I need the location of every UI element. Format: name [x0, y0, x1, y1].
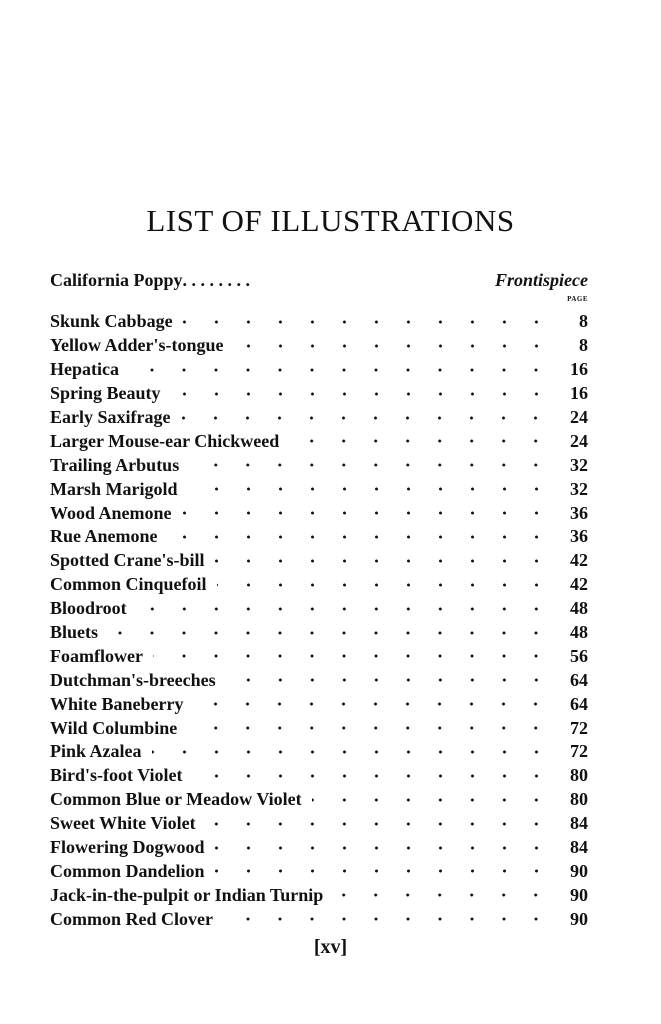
- dot-leader: [168, 535, 553, 539]
- page-column-label: PAGE: [567, 295, 588, 303]
- entry-title: Common Cinquefoil: [50, 574, 207, 595]
- entry-title: Hepatica: [50, 359, 119, 380]
- dot-leader: [206, 822, 552, 826]
- entry-page: 48: [570, 598, 588, 619]
- entry-page: 90: [570, 908, 588, 929]
- entry-title: Common Blue or Meadow Violet: [50, 789, 302, 810]
- entry-title: Common Red Clover: [50, 908, 213, 929]
- list-item: [50, 764, 588, 788]
- entry-title: Marsh Marigold: [50, 478, 178, 499]
- entry-title: Larger Mouse-ear Chickweed: [50, 430, 280, 451]
- entry-page: 24: [570, 430, 588, 451]
- list-item: [50, 549, 588, 573]
- entry-page: 16: [570, 383, 588, 404]
- list-item: [50, 429, 588, 453]
- dot-leader: [129, 368, 552, 372]
- dot-leader: [234, 344, 552, 348]
- dot-leader: [226, 678, 552, 682]
- entry-title: Early Saxifrage: [50, 407, 171, 427]
- entry-page: 56: [570, 645, 588, 666]
- entry-page: 42: [570, 550, 588, 571]
- list-item: [50, 668, 588, 692]
- entry-page: 80: [570, 765, 588, 786]
- frontispiece-entry: [50, 270, 588, 291]
- dot-leader: [193, 774, 553, 778]
- entry-page: 36: [570, 526, 588, 547]
- entry-page: 84: [570, 837, 588, 858]
- entry-page: Frontispiece: [495, 270, 588, 290]
- list-item: [50, 573, 588, 597]
- list-item: [50, 812, 588, 836]
- dot-leader: [187, 726, 552, 730]
- list-item: [50, 334, 588, 358]
- entry-page: 16: [570, 359, 588, 380]
- entry-page: 36: [570, 502, 588, 523]
- entry-page: 8: [579, 335, 588, 356]
- list-item: [50, 477, 588, 501]
- entry-page: 72: [570, 717, 588, 738]
- dot-leader: [333, 893, 552, 897]
- list-item: [50, 406, 588, 430]
- entry-title: Skunk Cabbage: [50, 311, 173, 332]
- entry-title: Yellow Adder's-tongue: [50, 335, 224, 356]
- list-item: [50, 740, 588, 764]
- entry-title: Foamflower: [50, 645, 143, 666]
- entry-title: Dutchman's-breeches: [50, 669, 216, 690]
- dot-leader: [289, 439, 552, 443]
- list-item: [50, 836, 588, 860]
- dot-leader: [108, 631, 552, 635]
- list-item: [50, 501, 588, 525]
- dot-leader: . . . . . . . .: [182, 270, 251, 290]
- dot-leader: [193, 702, 552, 706]
- dot-leader: [217, 583, 552, 587]
- entry-page: 84: [570, 813, 588, 834]
- dot-leader: [180, 416, 552, 420]
- dot-leader: [312, 798, 552, 802]
- entry-page: 8: [579, 311, 588, 332]
- list-item: [50, 692, 588, 716]
- list-item: [50, 525, 588, 549]
- list-item: [50, 597, 588, 621]
- page-title: LIST OF ILLUSTRATIONS: [146, 203, 515, 238]
- dot-leader: [215, 559, 552, 563]
- page-number: [xv]: [313, 936, 348, 958]
- entry-page: 64: [570, 693, 588, 714]
- entry-title: Jack-in-the-pulpit or Indian Turnip: [50, 884, 324, 905]
- list-item: [50, 907, 588, 931]
- dot-leader: [189, 463, 552, 467]
- entry-page: 64: [570, 669, 588, 690]
- entry-title: Common Dandelion: [50, 860, 205, 881]
- entry-title: Bird's-foot Violet: [50, 765, 183, 786]
- list-item: [50, 644, 588, 668]
- dot-leader: [137, 607, 552, 611]
- list-item: [50, 382, 588, 406]
- entry-title: Flowering Dogwood: [50, 837, 205, 858]
- entry-page: 32: [570, 478, 588, 499]
- list-item: [50, 358, 588, 382]
- entry-page: 72: [570, 741, 588, 762]
- entry-page: 24: [570, 407, 588, 427]
- dot-leader: [215, 846, 553, 850]
- list-item: [50, 310, 588, 334]
- entry-title: Trailing Arbutus: [50, 454, 180, 475]
- list-item: [50, 453, 588, 477]
- entry-page: 90: [570, 860, 588, 881]
- entry-page: 32: [570, 454, 588, 475]
- entry-title: Bluets: [50, 622, 99, 643]
- dot-leader: [152, 750, 552, 754]
- dot-leader: [182, 511, 552, 515]
- entry-title: White Baneberry: [50, 693, 184, 714]
- entry-title: Bloodroot: [50, 598, 127, 619]
- list-item: [50, 621, 588, 645]
- dot-leader: [153, 654, 552, 658]
- entry-title: Spotted Crane's-bill: [50, 550, 205, 571]
- entry-title: Wood Anemone: [50, 502, 172, 523]
- entry-page: 80: [570, 789, 588, 810]
- list-item: [50, 716, 588, 740]
- entry-title: California Poppy: [50, 270, 183, 290]
- entry-title: Sweet White Violet: [50, 813, 196, 834]
- list-item: [50, 788, 588, 812]
- list-item: [50, 883, 588, 907]
- entry-title: Wild Columbine: [50, 717, 178, 738]
- entry-title: Pink Azalea: [50, 741, 142, 762]
- entry-page: 48: [570, 622, 588, 643]
- entry-page: 42: [570, 574, 588, 595]
- dot-leader: [188, 487, 553, 491]
- entry-page: 90: [570, 884, 588, 905]
- entry-title: Spring Beauty: [50, 383, 161, 404]
- dot-leader: [215, 869, 552, 873]
- illustrations-list: [50, 310, 588, 931]
- dot-leader: [183, 320, 552, 324]
- entry-title: Rue Anemone: [50, 526, 158, 547]
- dot-leader: [223, 917, 552, 921]
- list-item: [50, 859, 588, 883]
- dot-leader: [171, 392, 552, 396]
